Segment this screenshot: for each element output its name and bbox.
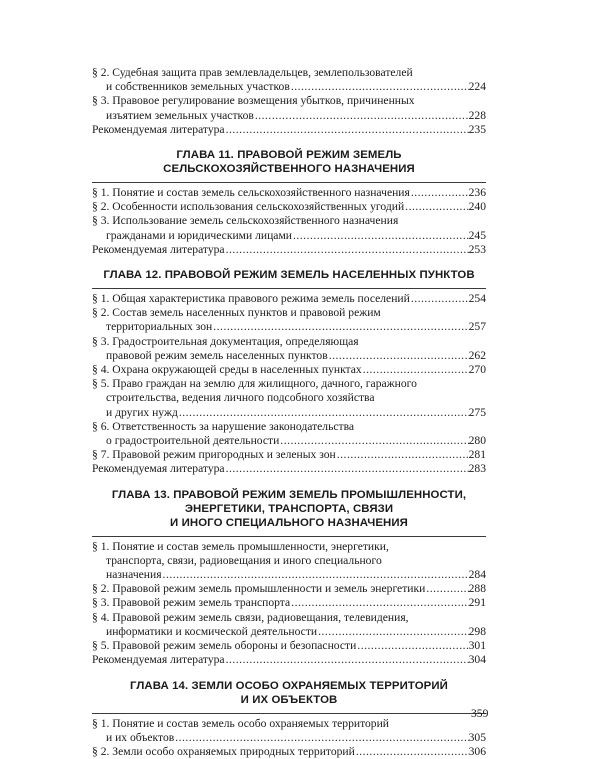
- toc-entry-line: [92, 349, 486, 363]
- page-number: 359: [471, 707, 489, 720]
- toc-page-number: 304: [468, 653, 486, 667]
- toc-page-number: 301: [468, 639, 486, 653]
- toc-entry-text: § 4. Правовой режим земель связи, радиовещания, телевидения,: [92, 610, 409, 624]
- toc-entry-text: о градостроительной деятельности: [106, 434, 280, 448]
- toc-entry-text: территориальных зон: [106, 320, 213, 334]
- chapter-title-line: ГЛАВА 12. ПРАВОВОЙ РЕЖИМ ЗЕМЕЛЬ НАСЕЛЕННЫХ ПУНКТОВ: [103, 269, 475, 282]
- chapter-title-line: ЭНЕРГЕТИКИ, ТРАНСПОРТА, СВЯЗИ: [184, 502, 394, 515]
- toc-entry-line: [92, 582, 486, 596]
- dot-leader: [356, 745, 469, 759]
- toc-entry-line: [92, 200, 486, 214]
- toc-entry: [92, 186, 486, 200]
- toc-literature: [92, 123, 486, 137]
- toc-page-number: 306: [468, 744, 486, 758]
- toc-entry-line: [92, 306, 486, 320]
- toc-literature: [92, 243, 486, 257]
- toc-entry-text: назначения: [106, 568, 162, 582]
- toc-entry-text: § 1. Понятие и состав земель особо охраняемых территорий: [92, 716, 389, 730]
- toc-entry-text: строительства, ведения личного подсобного хозяйства: [106, 391, 375, 405]
- dot-leader: [405, 200, 468, 214]
- toc-entry-line: [92, 292, 486, 306]
- dot-leader: [280, 434, 468, 448]
- toc-entry-text: § 2. Правовой режим земель промышленности и земель энергетики: [92, 582, 426, 596]
- toc-entry-line: [92, 434, 486, 448]
- chapter-title: [92, 268, 486, 282]
- toc-entry-text: гражданами и юридическими лицами: [106, 228, 292, 242]
- toc-entry-line: [92, 554, 486, 568]
- dot-leader: [226, 462, 469, 476]
- toc-entry-line: [92, 391, 486, 405]
- toc-entry: [92, 306, 486, 334]
- dot-leader: [226, 653, 469, 667]
- toc-entry-text: транспорта, связи, радиовещания и иного специального: [106, 553, 382, 567]
- dot-leader: [411, 292, 469, 306]
- dot-leader: [411, 186, 469, 200]
- dot-leader: [291, 596, 468, 610]
- toc-entry-text: и их объектов: [106, 730, 175, 744]
- toc-literature: [92, 653, 486, 667]
- toc-page-number: 228: [468, 108, 486, 122]
- toc-entry-line: [92, 229, 486, 243]
- toc-entry-text: § 2. Земли особо охраняемых природных территорий: [92, 744, 355, 758]
- toc-literature-label: Рекомендуемая литература: [92, 122, 225, 136]
- toc-entry-line: [92, 80, 486, 94]
- toc-entry: [92, 214, 486, 242]
- dot-leader: [213, 320, 468, 334]
- toc-entry-text: изъятием земельных участков: [106, 108, 254, 122]
- toc-entry-text: § 2. Особенности использования сельскохозяйственных угодий: [92, 200, 405, 214]
- toc-entry: [92, 540, 486, 583]
- spacer: [92, 477, 486, 488]
- chapter-title: [92, 488, 486, 530]
- toc-page-number: 240: [468, 200, 486, 214]
- toc-entry-text: § 4. Охрана окружающей среды в населенных пунктах: [92, 363, 362, 377]
- toc-entry-text: § 1. Понятие и состав земель сельскохозяйственного назначения: [92, 186, 410, 200]
- toc-entry-line: [92, 320, 486, 334]
- toc-entry: [92, 582, 486, 596]
- toc-page-number: 275: [468, 405, 486, 419]
- toc-page-number: 253: [468, 242, 486, 256]
- toc-entry-line: [92, 625, 486, 639]
- toc-entry-line: [92, 611, 486, 625]
- dot-leader: [255, 109, 469, 123]
- toc-page-number: 270: [468, 363, 486, 377]
- toc-entry-line: [92, 639, 486, 653]
- toc-entry-line: [92, 186, 486, 200]
- chapter-title: [92, 148, 486, 176]
- toc-entry: [92, 639, 486, 653]
- toc-literature-label: Рекомендуемая литература: [92, 242, 225, 256]
- dot-leader: [318, 625, 469, 639]
- toc-literature-label: Рекомендуемая литература: [92, 462, 225, 476]
- toc-page-number: 305: [468, 730, 486, 744]
- toc-entry-text: и собственников земельных участков: [106, 80, 290, 94]
- dot-leader: [226, 243, 469, 257]
- chapter-title-line: И ИНОГО СПЕЦИАЛЬНОГО НАЗНАЧЕНИЯ: [170, 516, 408, 529]
- toc-entry-text: § 3. Использование земель сельскохозяйственного назначения: [92, 214, 399, 228]
- toc-entry-line: [92, 109, 486, 123]
- toc-entry-text: § 1. Понятие и состав земель промышленности, энергетики,: [92, 539, 389, 553]
- toc-page-number: 284: [468, 568, 486, 582]
- chapter-title-line: СЕЛЬСКОХОЗЯЙСТВЕННОГО НАЗНАЧЕНИЯ: [163, 163, 415, 176]
- dot-leader: [175, 731, 468, 745]
- toc-entry-line: [92, 596, 486, 610]
- toc-entry: [92, 200, 486, 214]
- toc-entry-line: [92, 448, 486, 462]
- chapter-title-line: ГЛАВА 13. ПРАВОВОЙ РЕЖИМ ЗЕМЕЛЬ ПРОМЫШЛЕННОСТИ,: [111, 488, 467, 501]
- toc-entry-text: § 3. Правовое регулирование возмещения убытков, причиненных: [92, 94, 415, 108]
- toc-literature: [92, 462, 486, 476]
- toc-entry-line: [92, 540, 486, 554]
- chapter-title-line: И ИХ ОБЪЕКТОВ: [240, 693, 338, 706]
- toc-entry: [92, 66, 486, 94]
- dot-leader: [293, 229, 469, 243]
- dot-leader: [363, 363, 469, 377]
- toc-entry-text: § 3. Правовой режим земель транспорта: [92, 596, 291, 610]
- toc-page-number: 281: [468, 448, 486, 462]
- toc-page-number: 280: [468, 434, 486, 448]
- toc-entry-line: [92, 66, 486, 80]
- dot-leader: [357, 639, 468, 653]
- toc-page-number: 298: [468, 624, 486, 638]
- toc-entry-text: § 1. Общая характеристика правового режима земель поселений: [92, 292, 410, 306]
- toc-entry: [92, 611, 486, 639]
- toc-literature-label: Рекомендуемая литература: [92, 653, 225, 667]
- toc-entry: [92, 94, 486, 122]
- chapter-title-line: ГЛАВА 11. ПРАВОВОЙ РЕЖИМ ЗЕМЕЛЬ: [176, 149, 402, 162]
- toc-entry-line: [92, 406, 486, 420]
- toc-entry: [92, 363, 486, 377]
- toc-page-number: 224: [468, 80, 486, 94]
- table-of-contents: [92, 66, 489, 759]
- toc-entry-line: [92, 377, 486, 391]
- dot-leader: [426, 582, 468, 596]
- toc-page-number: 257: [468, 320, 486, 334]
- toc-page-number: 236: [468, 186, 486, 200]
- toc-entry-line: [92, 568, 486, 582]
- toc-entry-line: [92, 363, 486, 377]
- toc-entry: [92, 292, 486, 306]
- toc-entry: [92, 596, 486, 610]
- toc-entry: [92, 448, 486, 462]
- dot-leader: [291, 80, 469, 94]
- chapter-title-line: ГЛАВА 14. ЗЕМЛИ ОСОБО ОХРАНЯЕМЫХ ТЕРРИТОРИЙ: [130, 679, 448, 692]
- toc-entry: [92, 420, 486, 448]
- toc-page-number: 254: [468, 292, 486, 306]
- dot-leader: [329, 349, 469, 363]
- toc-entry-text: и других нужд: [106, 405, 178, 419]
- dot-leader: [337, 448, 469, 462]
- spacer: [92, 668, 486, 679]
- chapter-title: [92, 679, 486, 707]
- toc-entry-line: [92, 717, 486, 731]
- toc-entry-line: [92, 420, 486, 434]
- toc-entry: [92, 717, 486, 745]
- toc-entry-text: § 6. Ответственность за нарушение законодательства: [92, 419, 355, 433]
- toc-entry: [92, 377, 486, 420]
- toc-page-number: 235: [468, 122, 486, 136]
- toc-page-number: 288: [468, 582, 486, 596]
- toc-page-number: 283: [468, 462, 486, 476]
- toc-entry-text: § 2. Состав земель населенных пунктов и правовой режим: [92, 306, 381, 320]
- toc-entry-line: [92, 731, 486, 745]
- toc-entry-line: [92, 335, 486, 349]
- toc-entry-text: § 2. Судебная защита прав землевладельцев, землепользователей: [92, 66, 413, 79]
- toc-entry-text: информатики и космической деятельности: [106, 624, 318, 638]
- spacer: [92, 137, 486, 148]
- toc-entry-text: § 3. Градостроительная документация, определяющая: [92, 334, 359, 348]
- toc-entry-line: [92, 745, 486, 759]
- toc-entry-text: правовой режим земель населенных пунктов: [106, 348, 328, 362]
- dot-leader: [226, 123, 469, 137]
- dot-leader: [179, 406, 469, 420]
- toc-entry-text: § 5. Право граждан на землю для жилищного, дачного, гаражного: [92, 377, 417, 391]
- spacer: [92, 257, 486, 268]
- toc-entry-line: [92, 214, 486, 228]
- toc-entry: [92, 335, 486, 363]
- toc-entry-text: § 7. Правовой режим пригородных и зеленых зон: [92, 448, 336, 462]
- toc-page-number: 291: [468, 596, 486, 610]
- toc-page-number: 262: [468, 348, 486, 362]
- toc-entry-line: [92, 94, 486, 108]
- dot-leader: [163, 568, 469, 582]
- toc-entry: [92, 745, 486, 759]
- toc-page-number: 245: [468, 228, 486, 242]
- toc-entry-text: § 5. Правовой режим земель обороны и безопасности: [92, 639, 357, 653]
